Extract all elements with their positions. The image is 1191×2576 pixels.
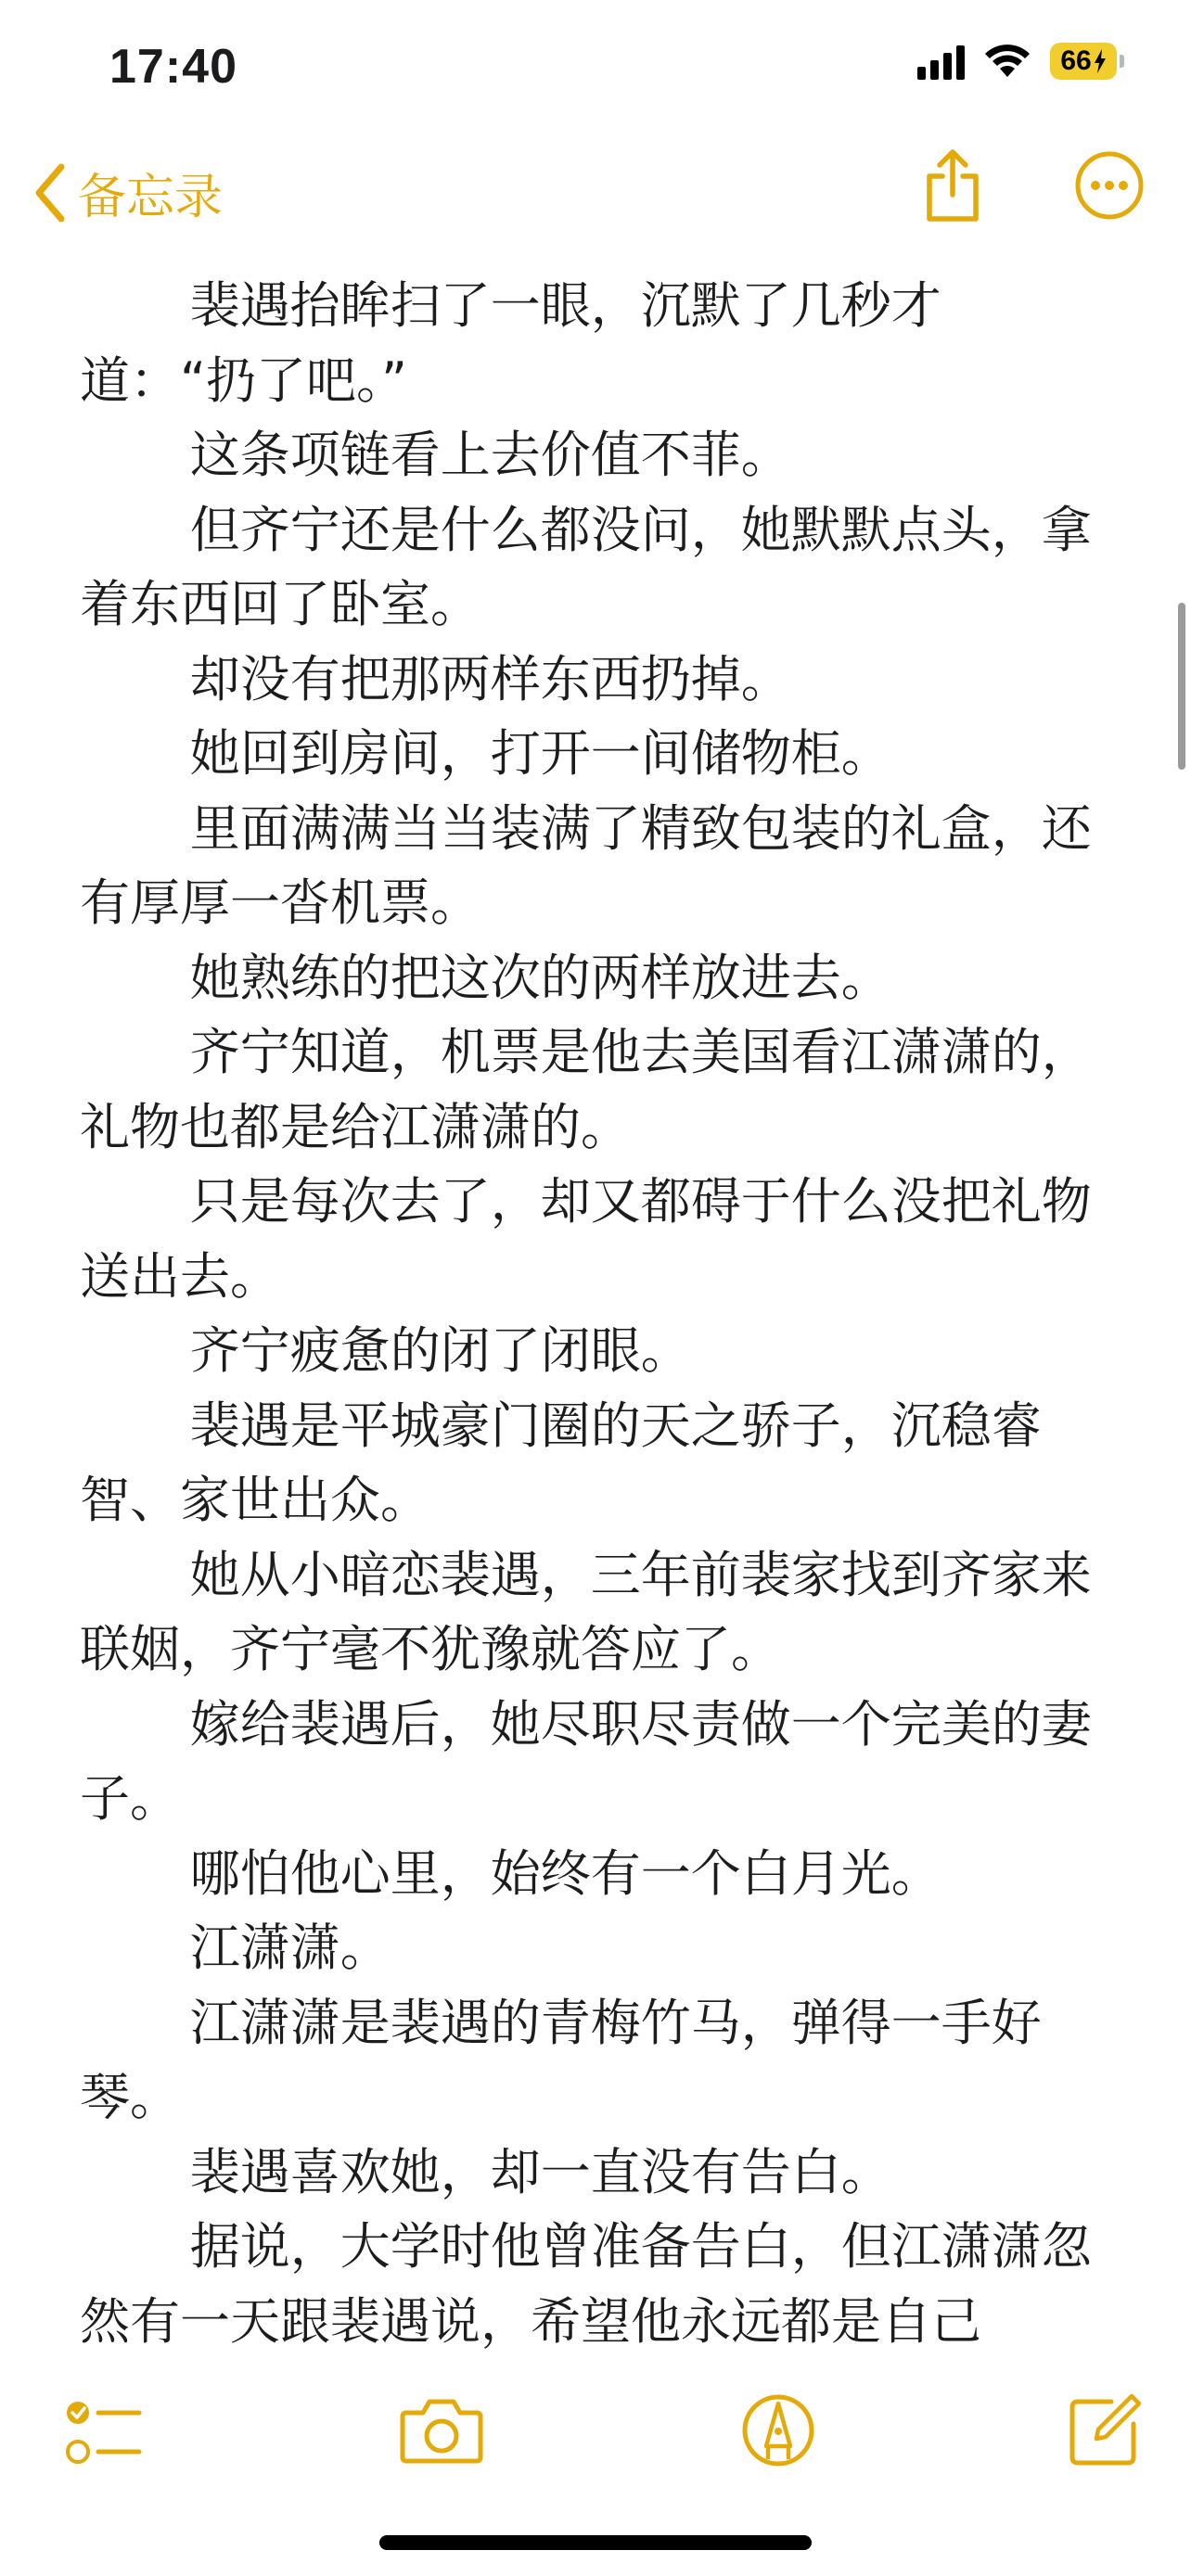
note-paragraph: 却没有把那两样东西扔掉。 <box>189 649 791 708</box>
scroll-indicator[interactable] <box>1178 603 1185 770</box>
compose-icon[interactable] <box>1067 2392 1143 2468</box>
note-paragraph: 裴遇是平城豪门圈的天之骄子，沉稳睿智、家世出众。 <box>80 1396 1042 1529</box>
note-paragraph: 她回到房间，打开一间储物柜。 <box>189 724 891 783</box>
note-paragraph: 裴遇喜欢她，却一直没有告白。 <box>189 2142 891 2201</box>
note-paragraph: 嫁给裴遇后，她尽职尽责做一个完美的妻子。 <box>80 1694 1092 1828</box>
note-paragraph: 江潇潇。 <box>189 1919 391 1977</box>
share-icon[interactable] <box>920 147 985 224</box>
status-bar <box>0 0 1191 130</box>
bottom-toolbar <box>0 2383 1191 2485</box>
note-paragraph: 但齐宁还是什么都没问，她默默点头，拿着东西回了卧室。 <box>80 500 1092 633</box>
note-paragraph: 齐宁知道，机票是他去美国看江潇潇的，礼物也都是给江潇潇的。 <box>80 1023 1092 1156</box>
note-body[interactable] <box>80 269 1117 2359</box>
back-label: 备忘录 <box>78 170 224 225</box>
battery-level <box>1050 43 1117 80</box>
battery-cap <box>1120 55 1124 68</box>
chevron-left-icon <box>32 162 69 223</box>
note-paragraph: 她从小暗恋裴遇，三年前裴家找到齐家来联姻，齐宁毫不犹豫就答应了。 <box>80 1545 1092 1678</box>
note-paragraph: 这条项链看上去价值不菲。 <box>189 426 791 484</box>
note-paragraph: 里面满满当当装满了精致包装的礼盒，还有厚厚一沓机票。 <box>80 798 1092 932</box>
navigation-bar <box>0 139 1191 250</box>
status-time: 17:40 <box>109 40 237 94</box>
wifi-icon <box>983 44 1031 79</box>
note-paragraph: 据说，大学时他曾准备告白，但江潇潇忽然有一天跟裴遇说，希望他永远都是自己 <box>80 2217 1092 2351</box>
note-paragraph: 只是每次去了，却又都碍于什么没把礼物送出去。 <box>80 1172 1092 1306</box>
back-button[interactable] <box>32 158 223 227</box>
markup-pen-icon[interactable] <box>740 2392 816 2468</box>
camera-icon[interactable] <box>399 2392 484 2467</box>
checklist-icon[interactable] <box>63 2392 145 2474</box>
battery-percent: 66 <box>1060 45 1092 76</box>
home-indicator[interactable] <box>379 2535 812 2550</box>
nav-actions <box>920 147 1145 224</box>
ellipsis-circle-icon[interactable] <box>1074 150 1145 221</box>
note-paragraph: 她熟练的把这次的两样放进去。 <box>189 948 891 1007</box>
battery-indicator <box>1050 43 1124 80</box>
note-paragraph: 江潇潇是裴遇的青梅竹马，弹得一手好琴。 <box>80 1993 1042 2126</box>
note-paragraph: 齐宁疲惫的闭了闭眼。 <box>189 1321 691 1380</box>
status-icons <box>917 43 1124 80</box>
cellular-signal-icon <box>917 43 965 80</box>
note-paragraph: 哪怕他心里，始终有一个白月光。 <box>189 1843 941 1903</box>
charging-bolt-icon <box>1094 49 1107 73</box>
note-paragraph: 裴遇抬眸扫了一眼，沉默了几秒才道：“扔了吧。” <box>80 276 941 410</box>
